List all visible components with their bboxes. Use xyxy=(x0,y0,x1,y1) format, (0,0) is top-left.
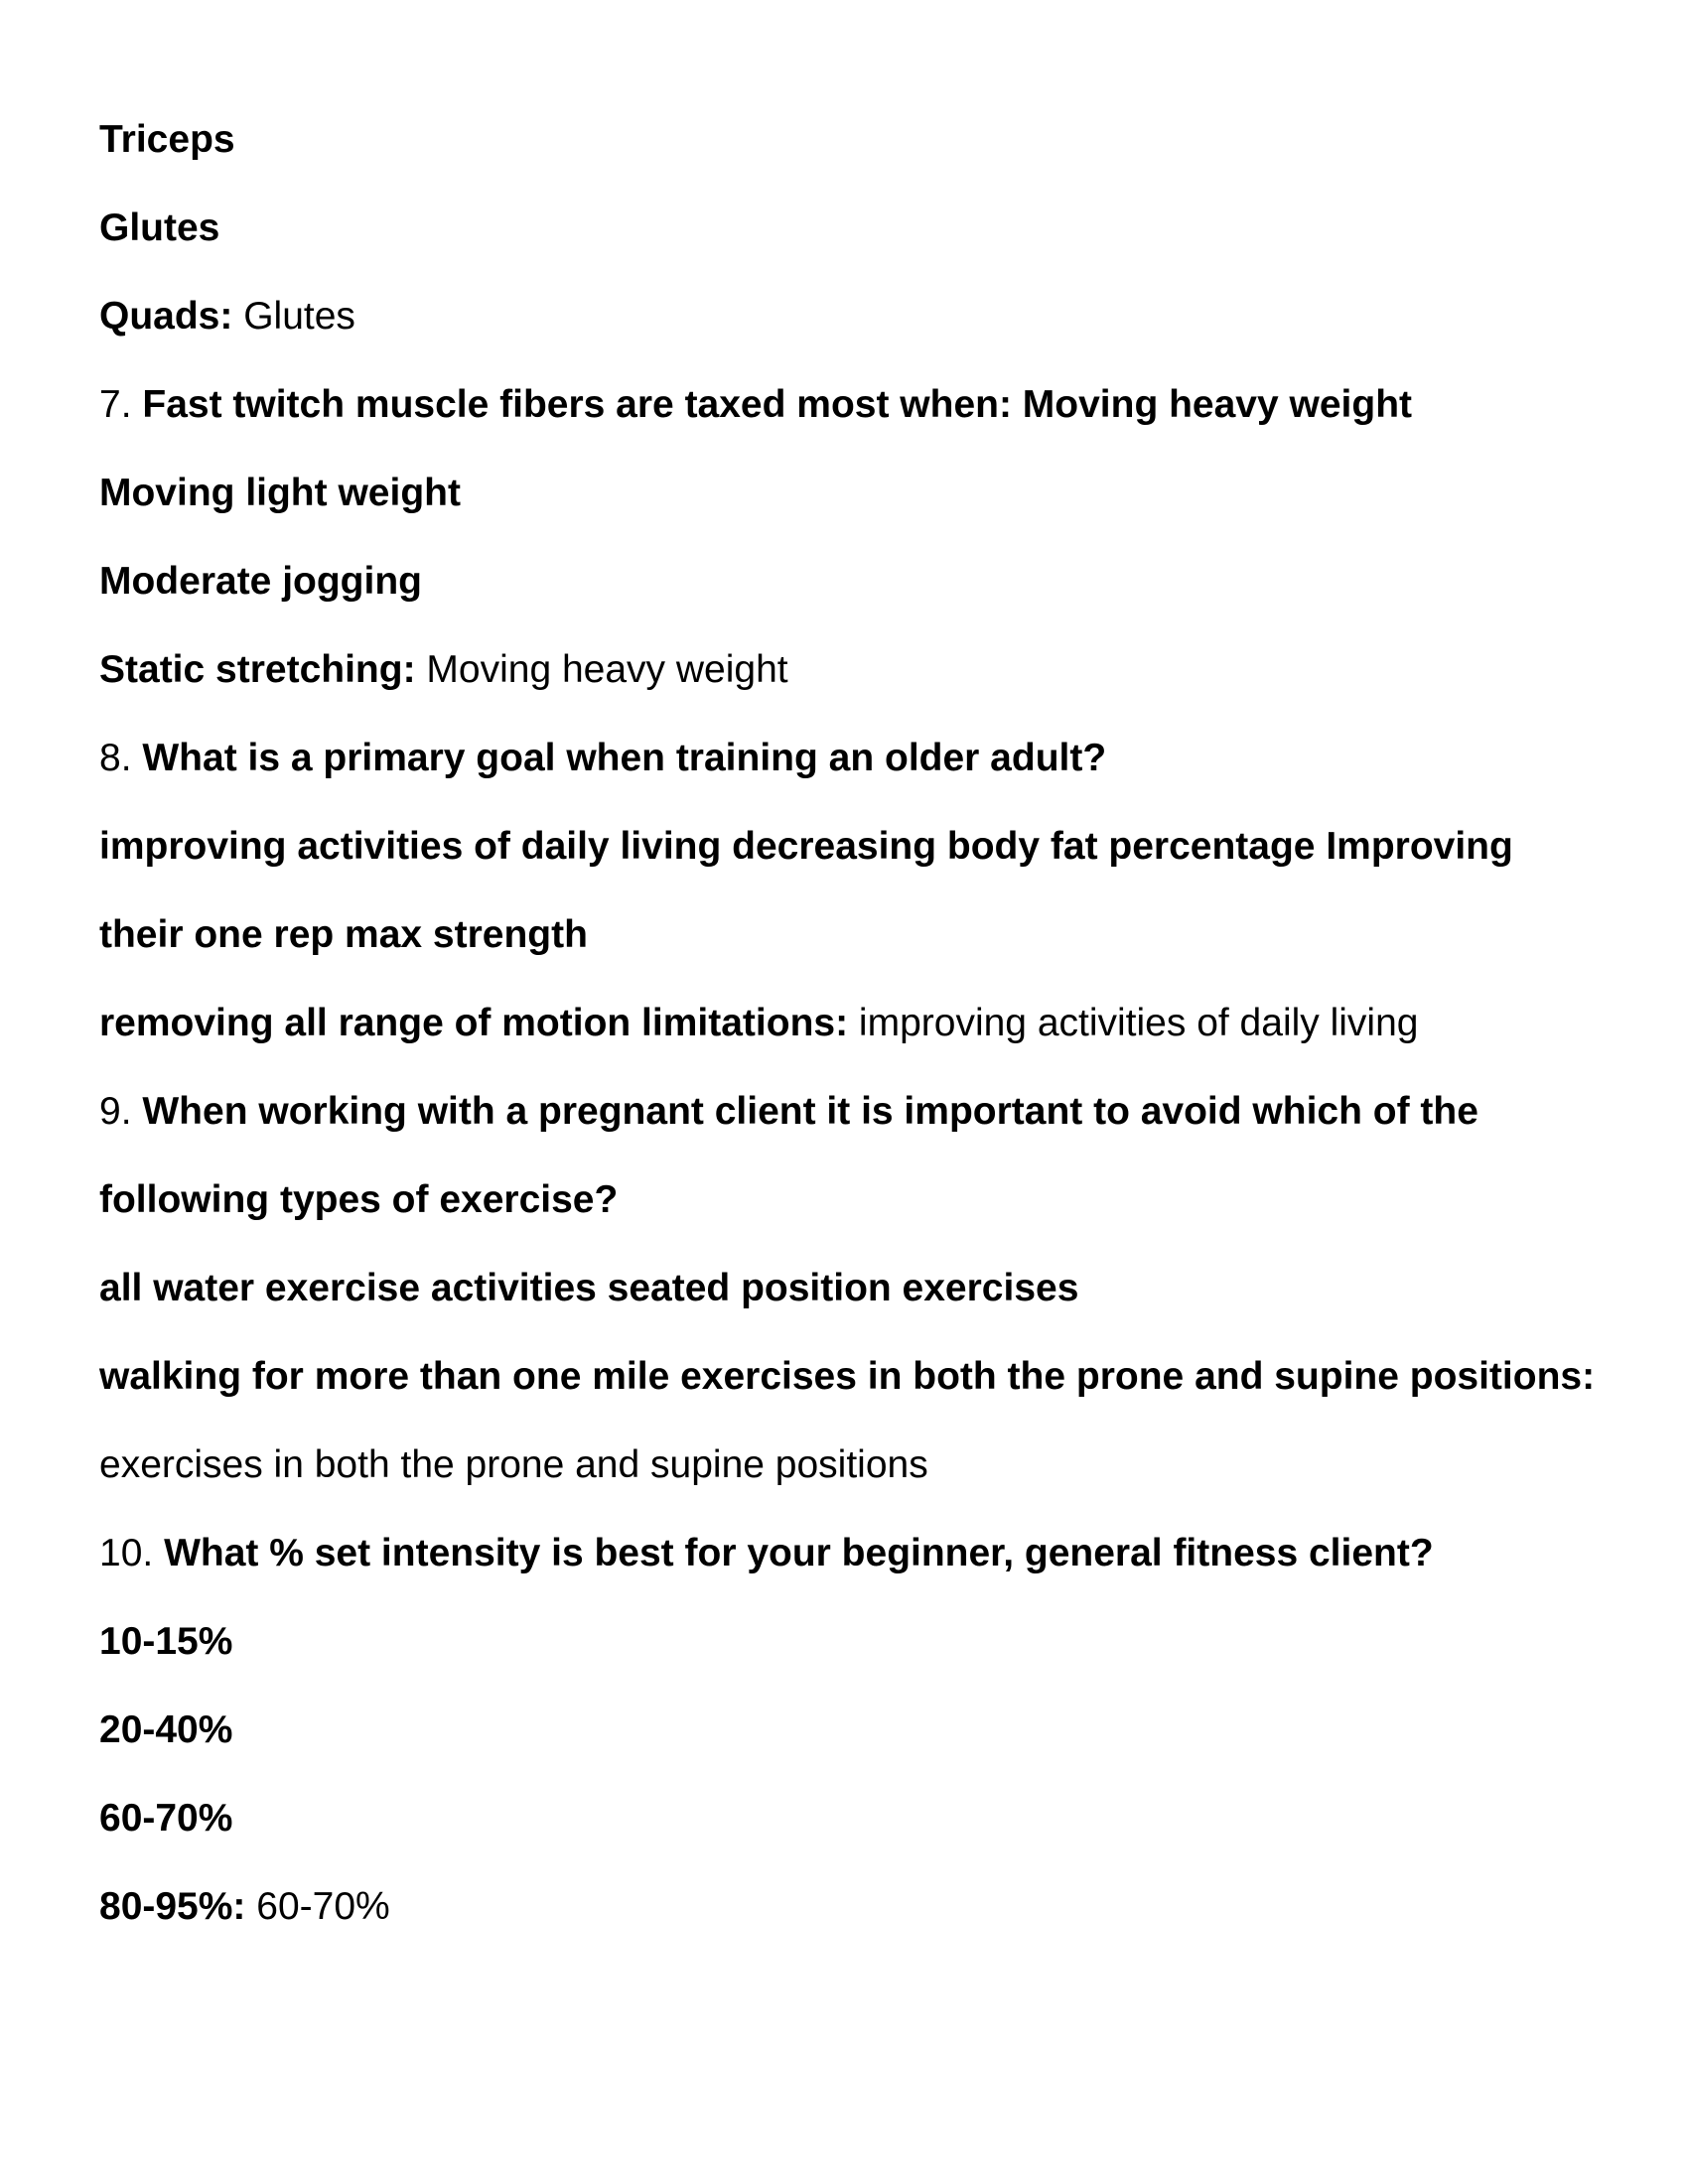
q10-option-10-15: 10-15% xyxy=(99,1620,233,1663)
q8-options-line-2: their one rep max strength xyxy=(99,913,588,956)
question-number: 8. xyxy=(99,737,132,779)
option-quads-with-answer xyxy=(99,272,1609,360)
q7-option-static-stretching-with-answer xyxy=(99,625,1609,714)
q8-option-removing-rom-limitations: removing all range of motion limitations: xyxy=(99,1002,849,1044)
question-number: 10. xyxy=(99,1532,154,1574)
q9-answer-text: exercises in both the prone and supine positions xyxy=(99,1443,928,1486)
q10-option-20-40: 20-40% xyxy=(99,1708,233,1751)
question-text: What is a primary goal when training an older adult? xyxy=(142,737,1107,779)
q10-option-60-70: 60-70% xyxy=(99,1797,233,1840)
q8-options-line-1: improving activities of daily living decreasing body fat percentage Improving xyxy=(99,825,1513,868)
q10-option-80-95: 80-95%: xyxy=(99,1885,246,1928)
question-text: Fast twitch muscle fibers are taxed most when: Moving heavy weight xyxy=(142,383,1413,426)
question-9-continued: following types of exercise? xyxy=(99,1178,619,1221)
question-7 xyxy=(99,360,1609,449)
q7-option-static-stretching: Static stretching: xyxy=(99,648,416,691)
answer-text: Glutes xyxy=(243,295,355,338)
document-page xyxy=(99,95,1609,1951)
answer-text: improving activities of daily living xyxy=(858,1002,1419,1044)
question-10 xyxy=(99,1509,1609,1597)
question-8 xyxy=(99,714,1609,802)
question-text: When working with a pregnant client it is important to avoid which of the xyxy=(142,1090,1478,1133)
option-triceps: Triceps xyxy=(99,118,235,161)
question-text: What % set intensity is best for your beginner, general fitness client? xyxy=(164,1532,1434,1574)
q9-options-line-2: walking for more than one mile exercises in both the prone and supine positions: xyxy=(99,1355,1596,1398)
question-9 xyxy=(99,1067,1609,1156)
option-glutes: Glutes xyxy=(99,206,220,249)
answer-text: 60-70% xyxy=(256,1885,390,1928)
option-quads: Quads: xyxy=(99,295,233,338)
q7-option-moving-light-weight: Moving light weight xyxy=(99,472,461,514)
q9-options-line-1: all water exercise activities seated position exercises xyxy=(99,1267,1079,1309)
question-number: 7. xyxy=(99,383,132,426)
q10-option-80-95-with-answer xyxy=(99,1862,1609,1951)
question-number: 9. xyxy=(99,1090,132,1133)
answer-text: Moving heavy weight xyxy=(426,648,788,691)
q7-option-moderate-jogging: Moderate jogging xyxy=(99,560,422,603)
q8-last-option-with-answer xyxy=(99,979,1609,1067)
